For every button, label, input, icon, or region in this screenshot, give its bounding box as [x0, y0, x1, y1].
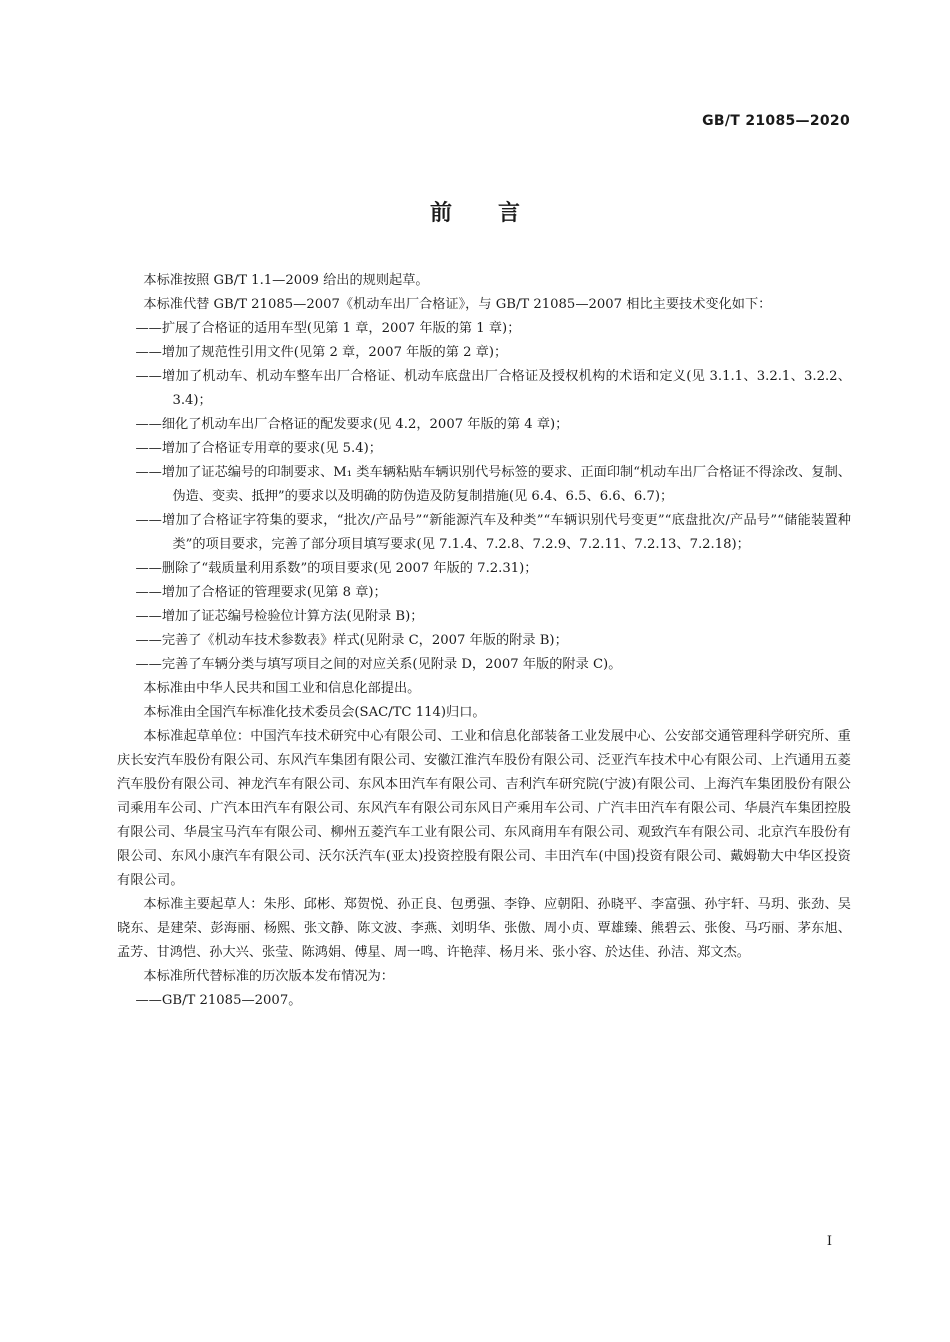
change-item: ——增加了证芯编号检验位计算方法(见附录 B)； — [135, 609, 424, 624]
paragraph-history: 本标准所代替标准的历次版本发布情况为： — [143, 969, 394, 984]
change-item: ——增加了合格证的管理要求(见第 8 章)； — [135, 585, 387, 600]
history-item: ——GB/T 21085—2007。 — [135, 993, 302, 1008]
paragraph-replacement: 本标准代替 GB/T 21085—2007《机动车出厂合格证》，与 GB/T 21085—2007 相比主要技术变化如下： — [143, 297, 772, 312]
change-item: ——扩展了合格证的适用车型(见第 1 章，2007 年版的第 1 章)； — [135, 321, 521, 336]
change-item: ——删除了“载质量利用系数”的项目要求(见 2007 年版的 7.2.31)； — [135, 561, 538, 576]
paragraph-drafting-rules: 本标准按照 GB/T 1.1—2009 给出的规则起草。 — [143, 273, 429, 288]
paragraph-drafting-units: 本标准起草单位：中国汽车技术研究中心有限公司、工业和信息化部装备工业发展中心、公安部交通管理科学研究所、重庆长安汽车股份有限公司、东风汽车集团有限公司、安徽江淮汽车股份有限公司、泛亚汽车技术中心有限公司、上汽通用五菱汽车股份有限公司、神龙汽车有限公司、东风本田汽车有限公司、吉利汽车研究院(宁波)有限公司、上海汽车集团股份有限公司乘用车公司、广汽本田汽车有限公司、东风汽车有限公司东风日产乘用车公司、广汽丰田汽车有限公司、华晨汽车集团控股有限公司、华晨宝马汽车有限公司、柳州五菱汽车工业有限公司、东风商用车有限公司、观致汽车有限公司、北京汽车股份有限公司、东风小康汽车有限公司、沃尔沃汽车(亚太)投资控股有限公司、丰田汽车(中国)投资有限公司、戴姆勒大中华区投资有限公司。 — [117, 729, 851, 888]
change-item: ——完善了车辆分类与填写项目之间的对应关系(见附录 D，2007 年版的附录 C)。 — [135, 657, 622, 672]
paragraph-drafters: 本标准主要起草人：朱彤、邱彬、郑贺悦、孙正良、包勇强、李铮、应朝阳、孙晓平、李富强、孙宇轩、马玥、张劲、吴晓东、是建荣、彭海丽、杨熙、张文静、陈文波、李燕、刘明华、张傲、周小贞、覃雄臻、熊碧云、张俊、马巧丽、茅东旭、孟芳、甘鸿恺、孙大兴、张莹、陈鸿娟、傅星、周一鸣、许艳萍、杨月米、张小容、於达佳、孙洁、郑文杰。 — [117, 897, 851, 960]
paragraph-committee: 本标准由全国汽车标准化技术委员会(SAC/TC 114)归口。 — [143, 705, 486, 720]
change-item: ——增加了证芯编号的印制要求、M₁ 类车辆粘贴车辆识别代号标签的要求、正面印制“机动车出厂合格证不得涂改、复制、伪造、变卖、抵押”的要求以及明确的防伪造及防复制措施(见 6.4、6.5、6.6、6.7)； — [135, 465, 851, 504]
title-char-1: 前 — [429, 201, 452, 226]
standard-code: GB/T 21085—2020 — [702, 113, 850, 129]
change-item: ——增加了合格证字符集的要求，“批次/产品号”“新能源汽车及种类”“车辆识别代号变更”“底盘批次/产品号”“储能装置种类”的项目要求，完善了部分项目填写要求(见 7.1.4、7.2.8、7.2.9、7.2.11、7.2.13、7.2.18)； — [135, 513, 851, 552]
page-title — [0, 196, 950, 227]
paragraph-proposer: 本标准由中华人民共和国工业和信息化部提出。 — [143, 681, 421, 696]
change-item: ——增加了机动车、机动车整车出厂合格证、机动车底盘出厂合格证及授权机构的术语和定义(见 3.1.1、3.2.1、3.2.2、3.4)； — [135, 369, 851, 408]
title-char-2: 言 — [498, 201, 521, 226]
change-item: ——细化了机动车出厂合格证的配发要求(见 4.2，2007 年版的第 4 章)； — [135, 417, 569, 432]
page-number: I — [826, 1234, 832, 1249]
change-item: ——增加了合格证专用章的要求(见 5.4)； — [135, 441, 382, 456]
foreword-body — [117, 269, 851, 1013]
change-item: ——增加了规范性引用文件(见第 2 章，2007 年版的第 2 章)； — [135, 345, 508, 360]
change-item: ——完善了《机动车技术参数表》样式(见附录 C，2007 年版的附录 B)； — [135, 633, 568, 648]
